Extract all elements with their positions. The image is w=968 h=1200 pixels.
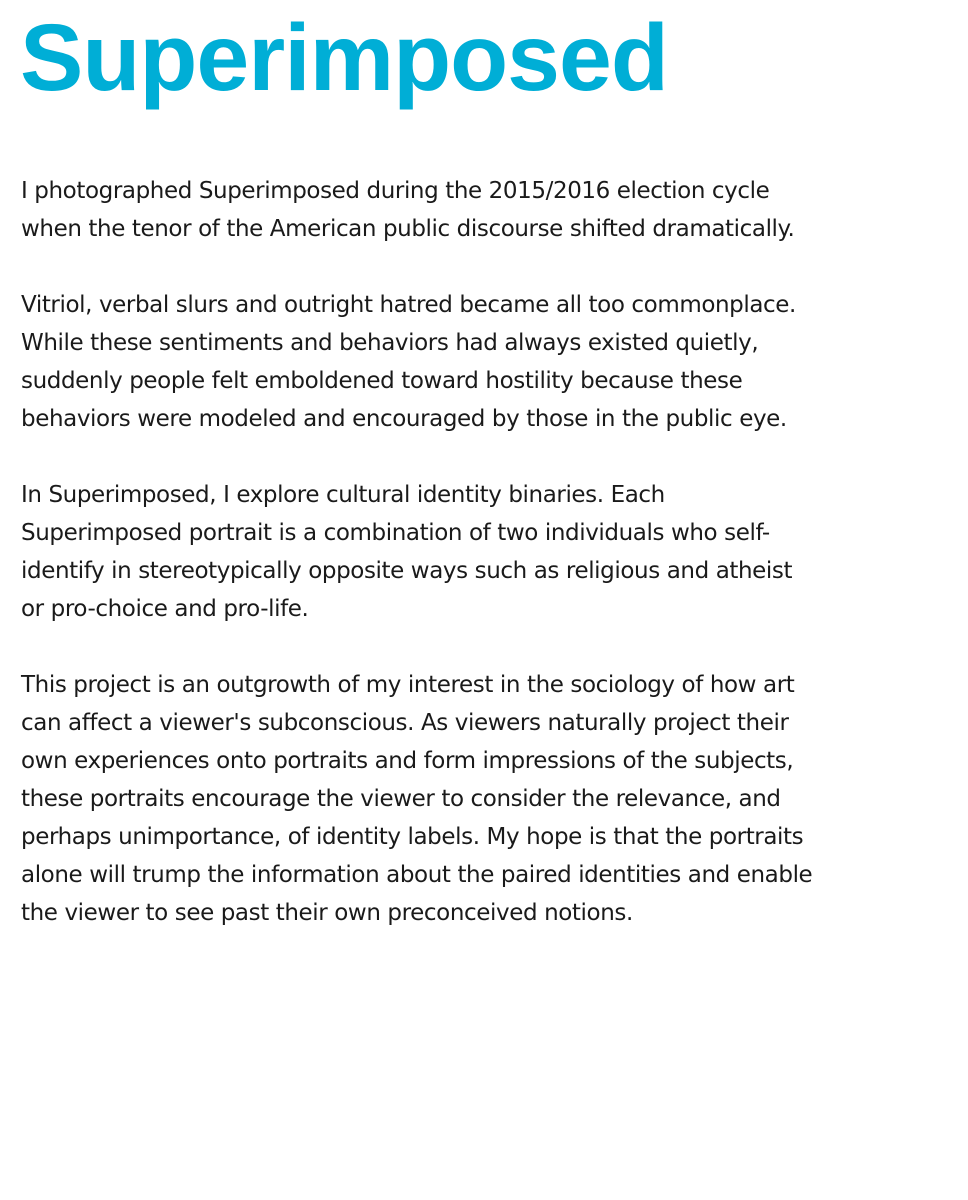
paragraph-line: or pro-choice and pro-life.: [21, 596, 309, 622]
paragraph-intro: [21, 172, 901, 248]
paragraph-line: In Superimposed, I explore cultural identity binaries. Each: [21, 482, 665, 508]
paragraph-line: suddenly people felt emboldened toward hostility because these: [21, 368, 743, 394]
paragraph-line: when the tenor of the American public discourse shifted dramatically.: [21, 216, 795, 242]
paragraph-line: behaviors were modeled and encouraged by those in the public eye.: [21, 406, 787, 432]
paragraph-line: perhaps unimportance, of identity labels. My hope is that the portraits: [21, 824, 804, 850]
page-title: Superimposed: [20, 5, 668, 111]
paragraph-line: This project is an outgrowth of my interest in the sociology of how art: [21, 672, 795, 698]
statement-body: [21, 172, 901, 970]
paragraph-line: identify in stereotypically opposite ways such as religious and atheist: [21, 558, 793, 584]
paragraph-line: Superimposed portrait is a combination of two individuals who self-: [21, 520, 770, 546]
paragraph-line: alone will trump the information about the paired identities and enable: [21, 862, 813, 888]
paragraph-line: While these sentiments and behaviors had always existed quietly,: [21, 330, 759, 356]
paragraph-line: the viewer to see past their own preconceived notions.: [21, 900, 633, 926]
paragraph-line: these portraits encourage the viewer to consider the relevance, and: [21, 786, 781, 812]
paragraph-concept: [21, 476, 901, 628]
paragraph-line: I photographed Superimposed during the 2015/2016 election cycle: [21, 178, 770, 204]
paragraph-purpose: [21, 666, 901, 932]
paragraph-line: own experiences onto portraits and form impressions of the subjects,: [21, 748, 794, 774]
paragraph-line: Vitriol, verbal slurs and outright hatred became all too commonplace.: [21, 292, 796, 318]
paragraph-line: can affect a viewer's subconscious. As viewers naturally project their: [21, 710, 789, 736]
paragraph-context: [21, 286, 901, 438]
